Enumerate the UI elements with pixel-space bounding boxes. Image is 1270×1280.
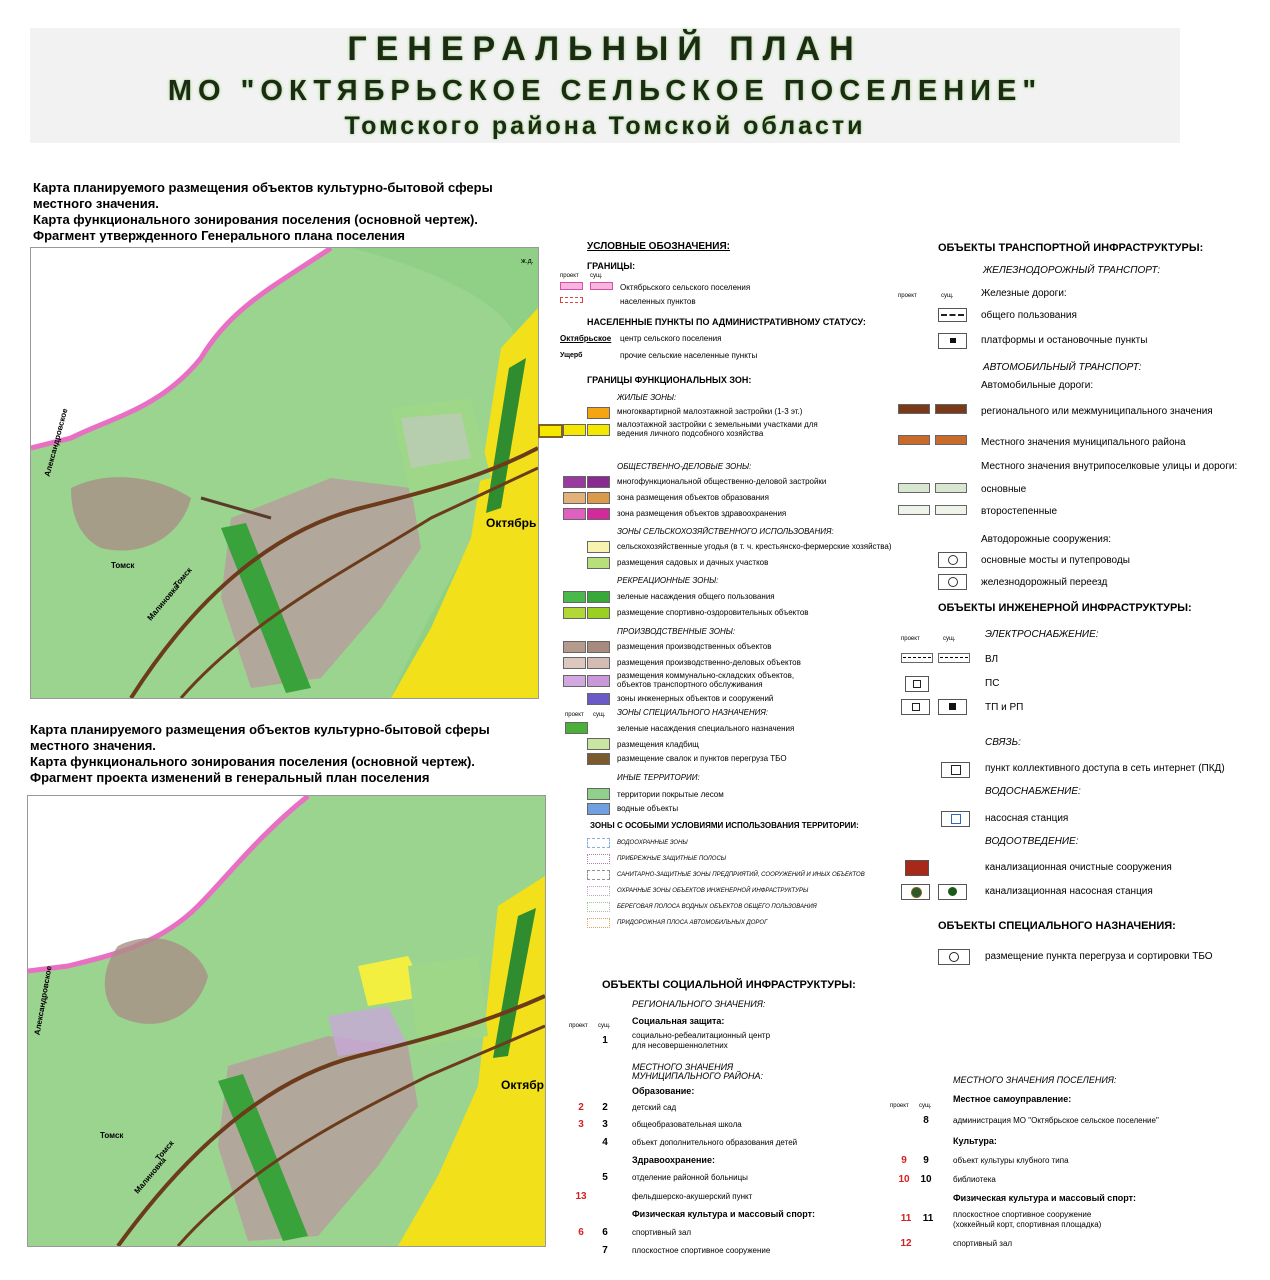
swatch-engprotect <box>587 886 610 896</box>
swatch-health <box>587 508 610 520</box>
road-secondary-icon <box>935 505 967 515</box>
legend-label: ПРИДОРОЖНАЯ ПЛОСА АВТОМОБИЛЬНЫХ ДОРОГ <box>617 920 768 926</box>
legend-label: сельскохозяйственные угодья (в т. ч. крестьянско-фермерские хозяйства) <box>617 542 892 551</box>
legend-label: водные объекты <box>617 804 679 813</box>
num-exist: 8 <box>923 1115 929 1126</box>
legend-label: размещения производственных объектов <box>617 642 772 651</box>
num-proekt: 9 <box>901 1155 907 1166</box>
swatch-production <box>563 641 586 653</box>
bottom-map-caption <box>30 722 490 786</box>
caption-line: Карта функционального зонирования поселения (основной чертеж). <box>33 212 478 227</box>
num-exist: 5 <box>602 1172 608 1183</box>
legend-label: зоны инженерных объектов и сооружений <box>617 694 774 703</box>
proekt-label: проект <box>565 712 584 718</box>
legend-label: спортивный зал <box>953 1239 1013 1248</box>
caption-line: Фрагмент утвержденного Генерального плана поселения <box>33 228 405 243</box>
legend-label: регионального или межмуниципального значения <box>981 406 1213 417</box>
recreation-heading: РЕКРЕАЦИОННЫЕ ЗОНЫ: <box>617 576 719 585</box>
rail-line-icon <box>938 308 967 322</box>
legend-label: САНИТАРНО-ЗАЩИТНЫЕ ЗОНЫ ПРЕДПРИЯТИЙ, СООРУЖЕНИЙ И ИНЫХ ОБЪЕКТОВ <box>617 872 865 878</box>
num-exist: 4 <box>602 1137 608 1148</box>
swatch-education <box>587 492 610 504</box>
swatch-green <box>587 591 610 603</box>
swatch-boundary-locality <box>560 297 583 303</box>
num-proekt: 2 <box>578 1102 584 1113</box>
proekt-label: проект <box>569 1023 588 1029</box>
title-line-2: МО "ОКТЯБРЬСКОЕ СЕЛЬСКОЕ ПОСЕЛЕНИЕ" <box>167 75 1043 107</box>
label-tomsk-2: Томск <box>153 1138 176 1163</box>
legend-label: основные <box>981 484 1027 495</box>
swatch-special-green <box>565 722 588 734</box>
swatch-dump <box>587 753 610 765</box>
legend-label: плоскостное спортивное сооружение <box>953 1210 1092 1219</box>
swatch-roadside <box>587 918 610 928</box>
agri-heading: ЗОНЫ СЕЛЬСКОХОЗЯЙСТВЕННОГО ИСПОЛЬЗОВАНИЯ: <box>617 527 834 536</box>
num-proekt: 12 <box>900 1238 912 1249</box>
road-municipal-icon <box>898 435 930 445</box>
legend-title: УСЛОВНЫЕ ОБОЗНАЧЕНИЯ: <box>587 241 730 252</box>
production-heading: ПРОИЗВОДСТВЕННЫЕ ЗОНЫ: <box>617 627 736 636</box>
bridge-icon <box>938 552 967 568</box>
sport-heading: Физическая культура и массовый спорт: <box>953 1193 1137 1203</box>
residential-heading: ЖИЛЫЕ ЗОНЫ: <box>617 393 677 402</box>
legend-label: (хоккейный корт, спортивная площадка) <box>953 1220 1102 1229</box>
settlement-sample-1: Октябрьское <box>560 334 612 343</box>
swatch-green <box>563 591 586 603</box>
num-exist: 10 <box>920 1174 932 1185</box>
legend-label: для несовершеннолетних <box>632 1041 728 1050</box>
road-main-icon <box>898 483 930 493</box>
legend-label: многофункциональной общественно-деловой застройки <box>617 477 827 486</box>
num-proekt: 3 <box>578 1119 584 1130</box>
waste-transfer-icon <box>938 949 970 965</box>
legend-label: территории покрытые лесом <box>617 790 724 799</box>
legend-label: объект дополнительного образования детей <box>632 1138 798 1147</box>
label-tomsk: Томск <box>100 1131 124 1140</box>
legend-label: Октябрьского сельского поселения <box>620 283 751 292</box>
legend-label: детский сад <box>632 1103 677 1112</box>
label-village: Октябрь <box>486 516 537 530</box>
sush-label: сущ. <box>590 273 603 279</box>
transport-heading: ОБЪЕКТЫ ТРАНСПОРТНОЙ ИНФРАСТРУКТУРЫ: <box>938 242 1204 254</box>
label-village: Октябр <box>501 1078 544 1092</box>
legend-label: канализационная очистные сооружения <box>985 862 1172 873</box>
social-local-legend <box>885 1065 1180 1265</box>
legend-label: малоэтажной застройки с земельными участками для <box>617 420 818 429</box>
road-secondary-icon <box>898 505 930 515</box>
caption-line: местного значения. <box>33 196 159 211</box>
proekt-label: проект <box>890 1103 909 1109</box>
selfgov-heading: Местное самоуправление: <box>953 1094 1072 1104</box>
municipal-heading: МЕСТНОГО ЗНАЧЕНИЯ <box>632 1062 734 1072</box>
special-heading: ОБЪЕКТЫ СПЕЦИАЛЬНОГО НАЗНАЧЕНИЯ: <box>938 920 1176 932</box>
comm-heading: СВЯЗЬ: <box>985 737 1021 748</box>
caption-line: Фрагмент проекта изменений в генеральный план поселения <box>30 770 430 785</box>
legend-label: ВОДООХРАННЫЕ ЗОНЫ <box>617 840 688 846</box>
power-heading: ЭЛЕКТРОСНАБЖЕНИЕ: <box>985 629 1099 640</box>
caption-line: Карта планируемого размещения объектов культурно-бытовой сферы <box>30 722 490 737</box>
legend-label: отделение районной больницы <box>632 1173 748 1182</box>
swatch-sanitary <box>587 870 610 880</box>
legend-label: спортивный зал <box>632 1228 692 1237</box>
road-regional-icon <box>935 404 967 414</box>
platform-icon <box>938 333 967 349</box>
num-exist: 7 <box>602 1245 608 1256</box>
legend-label: пункт коллективного доступа в сеть интернет (ПКД) <box>985 763 1225 774</box>
legend-label: размещение пункта перегруза и сортировки ТБО <box>985 951 1213 962</box>
legend-label: общеобразовательная школа <box>632 1120 742 1129</box>
proekt-label: проект <box>560 273 579 279</box>
title-block <box>30 28 1180 143</box>
swatch-education <box>563 492 586 504</box>
sewer-pump-icon <box>901 884 930 900</box>
caption-line: Карта функционального зонирования поселения (основной чертеж). <box>30 754 475 769</box>
proekt-label: проект <box>898 293 917 299</box>
culture-heading: Культура: <box>953 1136 997 1146</box>
num-exist: 9 <box>923 1155 929 1166</box>
engineering-heading: ОБЪЕКТЫ ИНЖЕНЕРНОЙ ИНФРАСТРУКТУРЫ: <box>938 602 1192 614</box>
settlements-heading: НАСЕЛЕННЫЕ ПУНКТЫ ПО АДМИНИСТРАТИВНОМУ СТАТУСУ: <box>587 317 866 327</box>
legend-label: фельдшерско-акушерский пункт <box>632 1192 753 1201</box>
legend-label: Местного значения муниципального района <box>981 437 1186 448</box>
label-aleksandrovskoe: Александровское <box>42 407 70 478</box>
power-line-icon <box>901 653 933 663</box>
road-regional-icon <box>898 404 930 414</box>
regional-heading: РЕГИОНАЛЬНОГО ЗНАЧЕНИЯ: <box>632 999 766 1009</box>
legend-label: насосная станция <box>985 813 1069 824</box>
swatch-boundary-settlement <box>590 282 613 290</box>
sport-heading: Физическая культура и массовый спорт: <box>632 1209 816 1219</box>
boundaries-heading: ГРАНИЦЫ: <box>587 261 636 271</box>
road-struct-label: Автодорожные сооружения: <box>981 534 1112 545</box>
legend-label: библиотека <box>953 1175 996 1184</box>
sewer-heading: ВОДООТВЕДЕНИЕ: <box>985 836 1079 847</box>
legend-label: администрация МО "Октябрьское сельское поселение" <box>953 1116 1159 1125</box>
legend-label: зеленые насаждения общего пользования <box>617 592 775 601</box>
sush-label: сущ. <box>593 712 606 718</box>
swatch-agri <box>587 541 610 553</box>
label-malinovka: Малиновка <box>145 582 181 623</box>
num-proekt: 6 <box>578 1227 584 1238</box>
crossing-icon <box>938 574 967 590</box>
swatch-coastal <box>587 854 610 864</box>
num-exist: 2 <box>602 1102 608 1113</box>
local-heading: МЕСТНОГО ЗНАЧЕНИЯ ПОСЕЛЕНИЯ: <box>953 1075 1117 1085</box>
legend-label: размещение спортивно-оздоровительных объектов <box>617 608 809 617</box>
legend-label: центр сельского поселения <box>620 334 722 343</box>
legend-label: размещения производственно-деловых объектов <box>617 658 801 667</box>
road-municipal-icon <box>935 435 967 445</box>
swatch-residential-multi <box>587 407 610 419</box>
swatch-sport <box>587 607 610 619</box>
settlement-sample-2: Ущерб <box>560 352 583 359</box>
top-map-caption <box>33 180 493 244</box>
legend-label: ОХРАННЫЕ ЗОНЫ ОБЪЕКТОВ ИНЖЕНЕРНОЙ ИНФРАСТРУКТУРЫ <box>617 888 809 894</box>
legend-label: ТП и РП <box>985 702 1024 713</box>
legend-label: общего пользования <box>981 310 1077 321</box>
power-line-icon <box>938 653 970 663</box>
swatch-production <box>587 641 610 653</box>
swatch-health <box>563 508 586 520</box>
swatch-cemetery <box>587 738 610 750</box>
road-main-icon <box>935 483 967 493</box>
social-legend <box>564 963 874 1263</box>
legend-label: железнодорожный переезд <box>981 577 1108 588</box>
water-heading: ВОДОСНАБЖЕНИЕ: <box>985 786 1081 797</box>
swatch-water <box>587 803 610 815</box>
swatch-engineering <box>587 693 610 705</box>
legend-label: многоквартирной малоэтажной застройки (1-3 эт.) <box>617 407 803 416</box>
other-heading: ИНЫЕ ТЕРРИТОРИИ: <box>617 773 700 782</box>
special-heading: ЗОНЫ СПЕЦИАЛЬНОГО НАЗНАЧЕНИЯ: <box>617 708 769 717</box>
swatch-residential-lph-outline <box>538 424 563 438</box>
legend-label: ВЛ <box>985 654 999 665</box>
legend-label: размещение свалок и пунктов перегруза ТБО <box>617 754 787 763</box>
zones-heading: ГРАНИЦЫ ФУНКЦИОНАЛЬНЫХ ЗОН: <box>587 375 752 385</box>
swatch-communal <box>563 675 586 687</box>
label-malinovka: Малиновка <box>132 1155 168 1196</box>
swatch-garden <box>587 557 610 569</box>
legend-label: основные мосты и путепроводы <box>981 555 1130 566</box>
swatch-sport <box>563 607 586 619</box>
substation-icon <box>905 676 929 692</box>
legend-label: платформы и остановочные пункты <box>981 335 1148 346</box>
swatch-residential-lph <box>587 424 610 436</box>
swatch-boundary-settlement <box>560 282 583 290</box>
sush-label: сущ. <box>919 1103 932 1109</box>
swatch-communal <box>587 675 610 687</box>
swatch-prod-business <box>587 657 610 669</box>
num-exist: 3 <box>602 1119 608 1130</box>
num-proekt: 11 <box>900 1213 912 1224</box>
swatch-forest <box>587 788 610 800</box>
legend-label: размещения кладбищ <box>617 740 699 749</box>
title-line-3: Томского района Томской области <box>344 112 866 140</box>
legend-label: ПРИБРЕЖНЫЕ ЗАЩИТНЫЕ ПОЛОСЫ <box>617 856 727 862</box>
swatch-public <box>563 476 586 488</box>
legend-label: населенных пунктов <box>620 297 696 306</box>
municipal-heading: МУНИЦИПАЛЬНОГО РАЙОНА: <box>632 1071 764 1081</box>
restricted-heading: ЗОНЫ С ОСОБЫМИ УСЛОВИЯМИ ИСПОЛЬЗОВАНИЯ ТЕРРИТОРИИ: <box>590 821 859 830</box>
legend-label: прочие сельские населенные пункты <box>620 351 758 360</box>
swatch-waterprotect <box>587 838 610 848</box>
legend-label: социально-ребеалитационный центр <box>632 1031 771 1040</box>
tp-icon <box>938 699 967 715</box>
caption-line: Карта планируемого размещения объектов культурно-бытовой сферы <box>33 180 493 195</box>
swatch-prod-business <box>563 657 586 669</box>
title-line-1: ГЕНЕРАЛЬНЫЙ ПЛАН <box>347 30 863 68</box>
legend-left <box>555 235 892 945</box>
bottom-map[interactable] <box>27 795 546 1247</box>
legend-label: плоскостное спортивное сооружение <box>632 1246 771 1255</box>
social-protect-heading: Социальная защита: <box>632 1016 725 1026</box>
pump-icon <box>941 811 970 827</box>
num-exist: 1 <box>602 1035 608 1046</box>
legend-label: размещения садовых и дачных участков <box>617 558 769 567</box>
proekt-label: проект <box>901 636 920 642</box>
legend-label: зона размещения объектов образования <box>617 493 769 502</box>
auto-heading: АВТОМОБИЛЬНЫЙ ТРАНСПОРТ: <box>983 362 1142 373</box>
legend-label: объект культуры клубного типа <box>953 1156 1069 1165</box>
education-heading: Образование: <box>632 1086 695 1096</box>
swatch-shore <box>587 902 610 912</box>
treatment-icon <box>905 860 929 876</box>
legend-label: Местного значения внутрипоселковые улицы и дороги: <box>981 461 1238 472</box>
top-map[interactable] <box>30 247 539 699</box>
legend-label: второстепенные <box>981 506 1058 517</box>
num-exist: 6 <box>602 1227 608 1238</box>
label-aleksandrovskoe: Александровское <box>32 965 54 1036</box>
sewer-pump-icon <box>938 884 967 900</box>
num-proekt: 13 <box>575 1191 587 1202</box>
swatch-residential-lph <box>563 424 586 436</box>
rail-heading: ЖЕЛЕЗНОДОРОЖНЫЙ ТРАНСПОРТ: <box>983 265 1161 276</box>
legend-label: размещения коммунально-складских объектов, <box>617 671 795 680</box>
sush-label: сущ. <box>943 636 956 642</box>
label-corner: ж.д. <box>521 258 534 265</box>
label-tomsk-2: Томск <box>171 565 194 590</box>
legend-label: зеленые насаждения специального назначения <box>617 724 795 733</box>
legend-label: зона размещения объектов здравоохранения <box>617 509 787 518</box>
legend-label: ПС <box>985 678 1000 689</box>
public-heading: ОБЩЕСТВЕННО-ДЕЛОВЫЕ ЗОНЫ: <box>617 462 752 471</box>
legend-label: канализационная насосная станция <box>985 886 1153 897</box>
internet-icon <box>941 762 970 778</box>
auto-roads-label: Автомобильные дороги: <box>981 380 1094 391</box>
label-tomsk: Томск <box>111 561 135 570</box>
sush-label: сущ. <box>941 293 954 299</box>
health-heading: Здравоохранение: <box>632 1155 715 1165</box>
legend-right <box>893 230 1248 975</box>
num-exist: 11 <box>922 1213 934 1224</box>
rail-roads-label: Железные дороги: <box>981 288 1067 299</box>
swatch-public <box>587 476 610 488</box>
num-proekt: 10 <box>898 1174 910 1185</box>
legend-label: объектов транспортного обслуживания <box>617 680 763 689</box>
sush-label: сущ. <box>598 1023 611 1029</box>
caption-line: местного значения. <box>30 738 156 753</box>
legend-label: БЕРЕГОВАЯ ПОЛОСА ВОДНЫХ ОБЪЕКТОВ ОБЩЕГО ПОЛЬЗОВАНИЯ <box>617 904 817 910</box>
social-heading: ОБЪЕКТЫ СОЦИАЛЬНОЙ ИНФРАСТРУКТУРЫ: <box>602 979 856 991</box>
tp-icon <box>901 699 930 715</box>
legend-label: ведения личного подсобного хозяйства <box>617 429 764 438</box>
